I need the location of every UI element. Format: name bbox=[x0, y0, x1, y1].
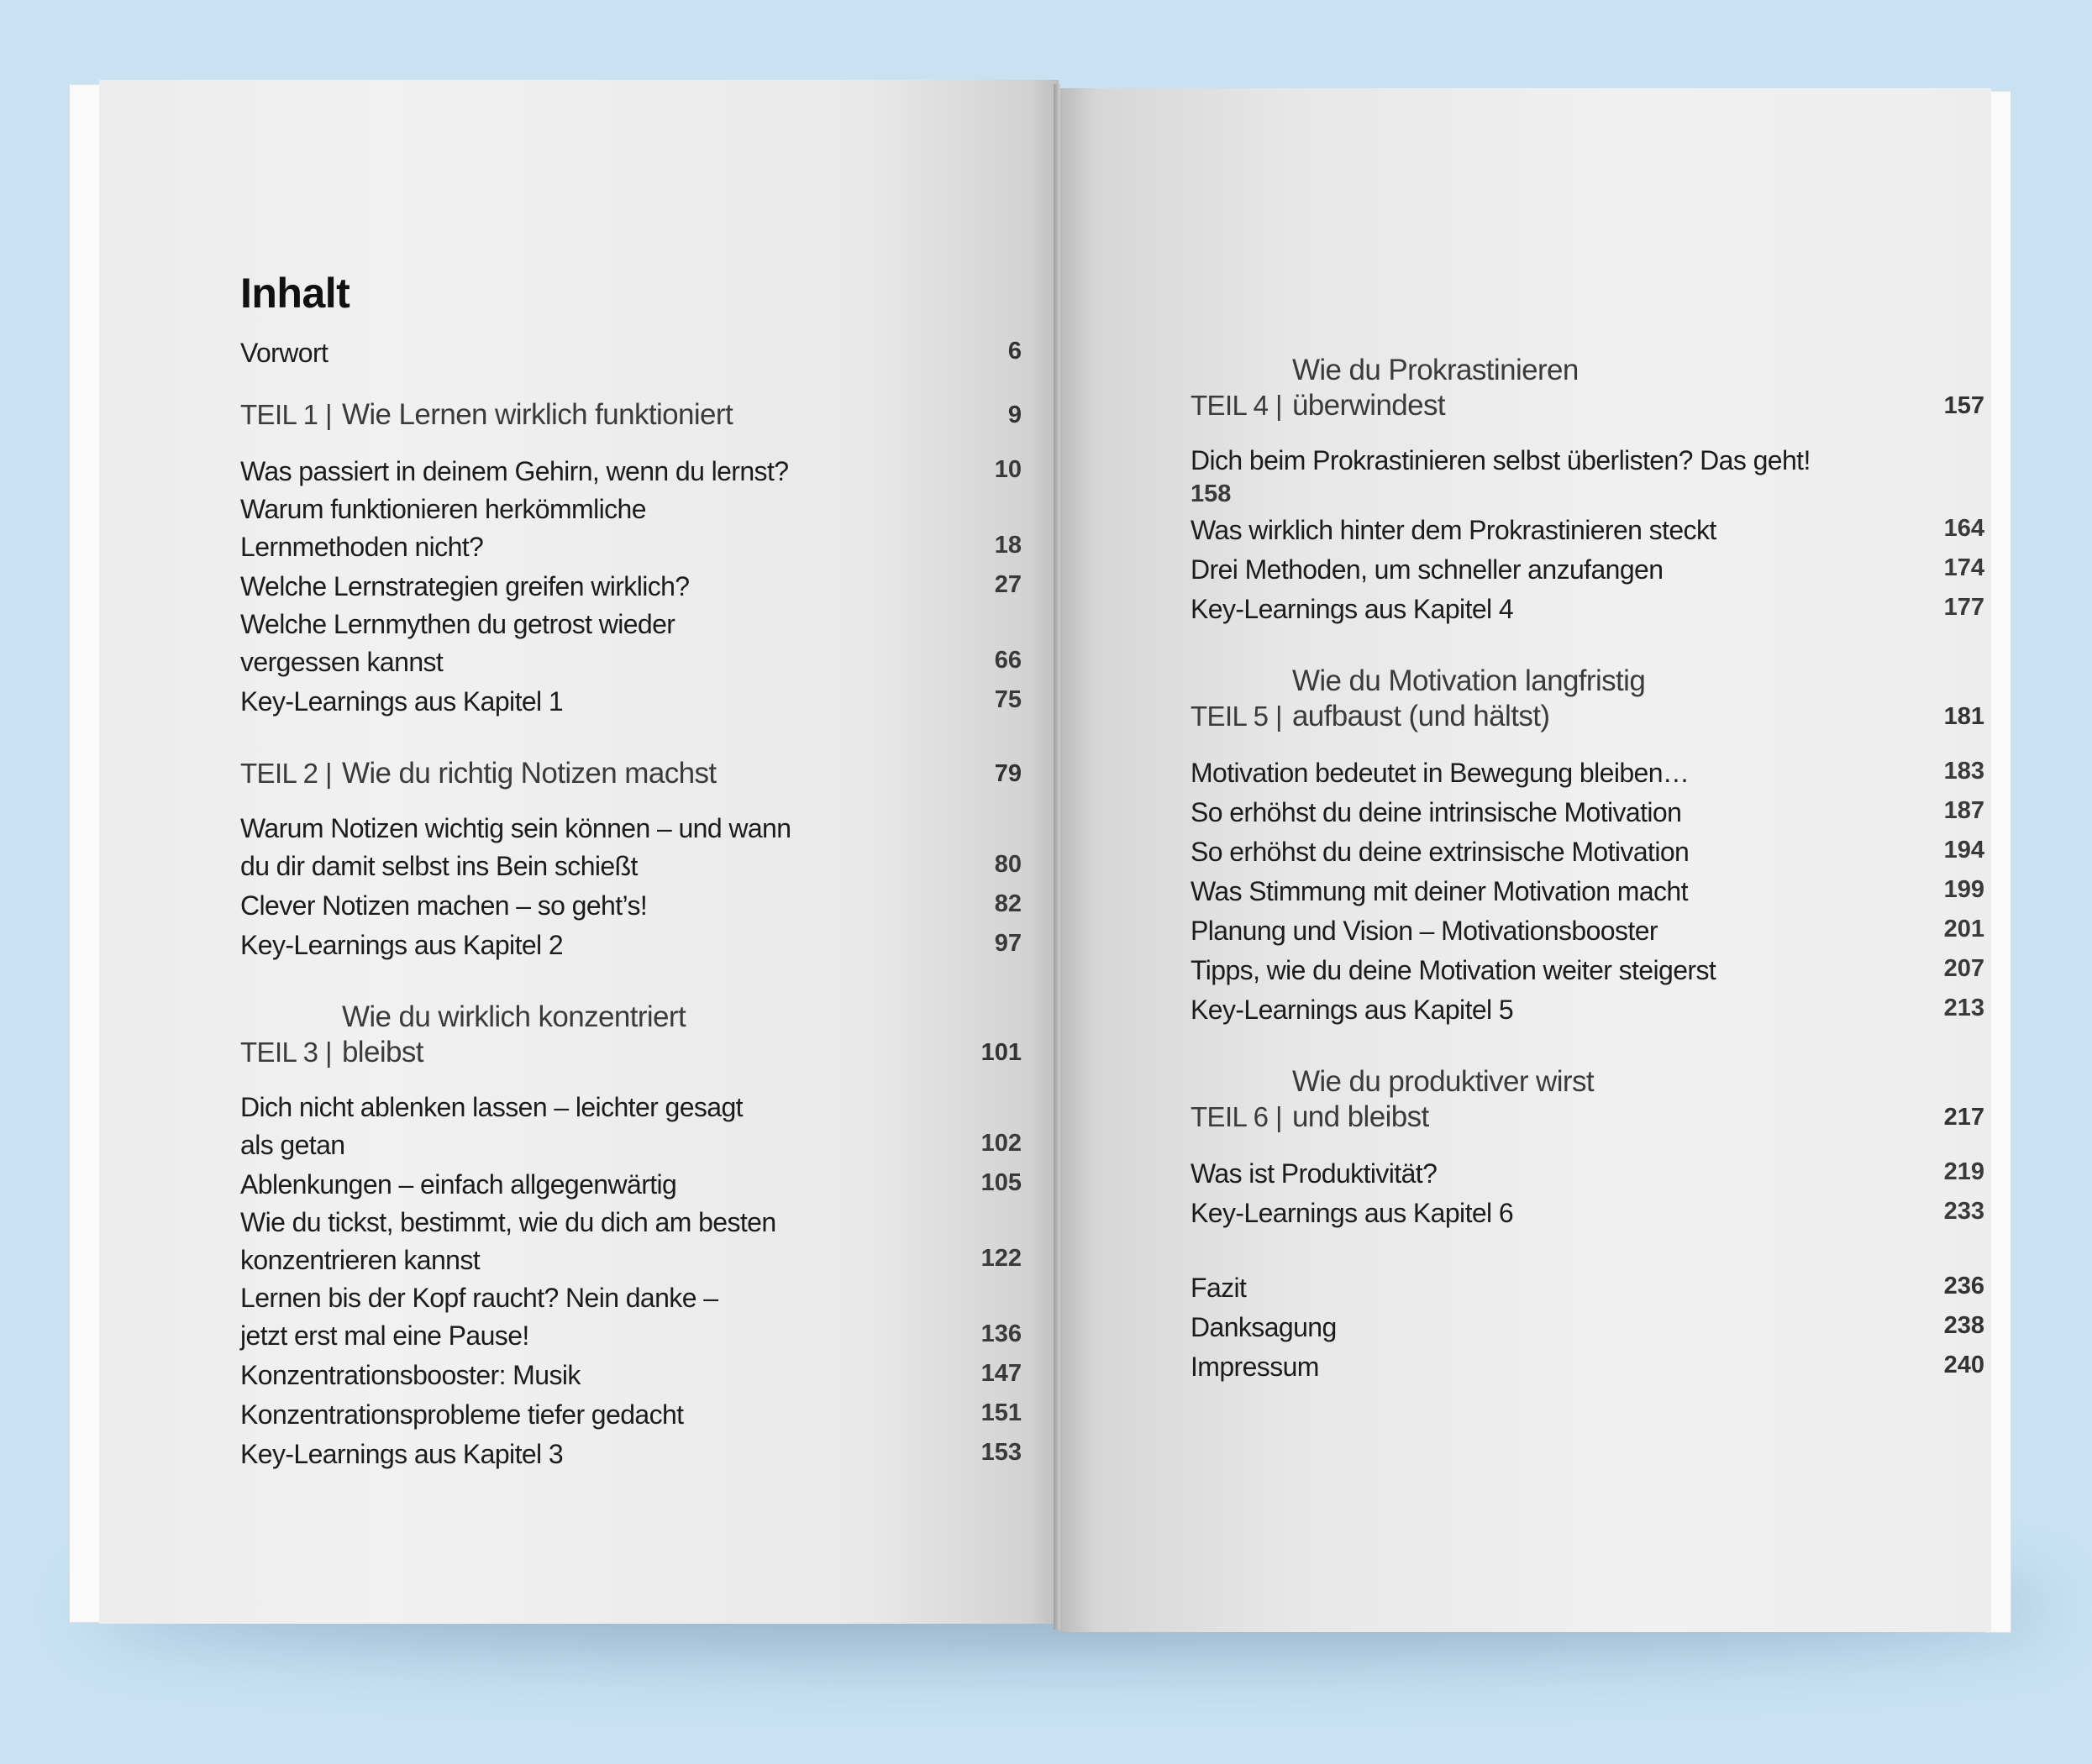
toc-entry bbox=[240, 333, 1022, 372]
toc-entry bbox=[1191, 911, 1984, 950]
part-prefix: TEIL 6 | bbox=[1191, 1101, 1282, 1132]
toc-left-column bbox=[240, 269, 1022, 1509]
entry-title: Dich nicht ablenken lassen – leichter gesagt als getan bbox=[240, 1092, 743, 1160]
book-gutter bbox=[1054, 84, 1060, 1630]
toc-entry bbox=[1191, 753, 1984, 792]
entry-page-number: 75 bbox=[994, 686, 1022, 713]
entry-title: So erhöhst du deine extrinsische Motivation bbox=[1191, 837, 1690, 867]
part-prefix: TEIL 1 | bbox=[240, 399, 332, 430]
entry-page-number: 122 bbox=[980, 1245, 1022, 1272]
entry-title: Konzentrationsprobleme tiefer gedacht bbox=[240, 1399, 684, 1430]
part-page-number: 157 bbox=[1943, 392, 1984, 419]
entry-page-number: 10 bbox=[994, 456, 1022, 483]
entry-title: Welche Lernmythen du getrost wieder vergessen kannst bbox=[240, 609, 675, 677]
entry-page-number: 158 bbox=[1191, 480, 1232, 507]
entry-page-number: 183 bbox=[1943, 758, 1984, 785]
toc-entry bbox=[240, 1394, 1022, 1434]
toc-entry bbox=[1191, 832, 1984, 871]
toc-entry bbox=[1191, 510, 1984, 549]
toc-entry bbox=[240, 606, 1022, 681]
entry-page-number: 238 bbox=[1943, 1312, 1984, 1339]
toc-entry bbox=[240, 1164, 1022, 1204]
entry-title: Fazit bbox=[1191, 1273, 1247, 1303]
toc-section bbox=[1191, 353, 1984, 628]
part-prefix: TEIL 4 | bbox=[1191, 390, 1282, 421]
toc-section bbox=[1191, 1064, 1984, 1232]
toc-entry bbox=[1191, 1193, 1984, 1232]
entry-page-number: 80 bbox=[994, 851, 1022, 878]
part-prefix: TEIL 3 | bbox=[240, 1037, 332, 1068]
toc-entry bbox=[1191, 871, 1984, 911]
entry-title: Welche Lernstrategien greifen wirklich? bbox=[240, 571, 690, 601]
toc-entry bbox=[1191, 1347, 1984, 1386]
part-prefix: TEIL 2 | bbox=[240, 758, 332, 789]
part-heading bbox=[240, 1000, 1022, 1070]
entry-page-number: 201 bbox=[1943, 916, 1984, 942]
toc-section bbox=[240, 1000, 1022, 1473]
entry-title: Key-Learnings aus Kapitel 2 bbox=[240, 930, 564, 960]
part-title: Wie du richtig Notizen machst bbox=[341, 757, 717, 790]
part-page-number: 79 bbox=[994, 760, 1022, 787]
part-page-number: 181 bbox=[1943, 703, 1984, 730]
entry-title: Key-Learnings aus Kapitel 3 bbox=[240, 1439, 564, 1469]
toc-section bbox=[1191, 1268, 1984, 1386]
entry-title: Tipps, wie du deine Motivation weiter steigerst bbox=[1191, 955, 1716, 985]
toc-entry bbox=[240, 451, 1022, 491]
toc-entry bbox=[240, 810, 1022, 885]
entry-page-number: 136 bbox=[980, 1320, 1022, 1347]
entry-page-number: 105 bbox=[980, 1169, 1022, 1196]
entry-title: Impressum bbox=[1191, 1352, 1319, 1382]
toc-title: Inhalt bbox=[240, 270, 350, 317]
entry-page-number: 199 bbox=[1943, 876, 1984, 903]
toc-entry bbox=[240, 1089, 1022, 1164]
entry-page-number: 97 bbox=[994, 930, 1022, 957]
toc-entry bbox=[1191, 442, 1984, 510]
part-title: Wie du produktiver wirst und bleibst bbox=[1291, 1065, 1594, 1133]
toc-entry bbox=[1191, 990, 1984, 1029]
toc-right-column bbox=[1191, 353, 1984, 1411]
part-title: Wie du Prokrastinieren überwindest bbox=[1291, 354, 1579, 422]
part-heading bbox=[1191, 1064, 1984, 1135]
toc-entry bbox=[1191, 1153, 1984, 1193]
part-heading bbox=[1191, 664, 1984, 734]
part-heading bbox=[1191, 353, 1984, 423]
entry-title: Was Stimmung mit deiner Motivation macht bbox=[1191, 876, 1688, 906]
entry-page-number: 194 bbox=[1943, 837, 1984, 864]
entry-page-number: 207 bbox=[1943, 955, 1984, 982]
entry-title: Was ist Produktivität? bbox=[1191, 1158, 1438, 1189]
part-heading bbox=[240, 756, 1022, 791]
toc-section bbox=[240, 756, 1022, 964]
toc-entry bbox=[1191, 1268, 1984, 1307]
toc-entry bbox=[240, 925, 1022, 964]
entry-page-number: 18 bbox=[994, 532, 1022, 559]
toc-entry bbox=[240, 1204, 1022, 1279]
toc-section bbox=[1191, 664, 1984, 1029]
entry-page-number: 177 bbox=[1943, 594, 1984, 621]
part-page-number: 217 bbox=[1943, 1104, 1984, 1131]
entry-title: Key-Learnings aus Kapitel 5 bbox=[1191, 995, 1514, 1025]
entry-title: Vorwort bbox=[240, 338, 329, 368]
entry-page-number: 82 bbox=[994, 890, 1022, 917]
right-page bbox=[1059, 88, 1991, 1632]
entry-title: Key-Learnings aus Kapitel 4 bbox=[1191, 594, 1514, 624]
entry-page-number: 66 bbox=[994, 647, 1022, 674]
entry-page-number: 102 bbox=[980, 1130, 1022, 1157]
entry-title: Planung und Vision – Motivationsbooster bbox=[1191, 916, 1658, 946]
part-title: Wie du Motivation langfristig aufbaust (und hältst) bbox=[1291, 664, 1646, 732]
entry-title: Clever Notizen machen – so geht’s! bbox=[240, 890, 648, 921]
entry-title: Drei Methoden, um schneller anzufangen bbox=[1191, 554, 1664, 585]
entry-title: Was passiert in deinem Gehirn, wenn du lernst? bbox=[240, 456, 789, 486]
entry-title: Key-Learnings aus Kapitel 1 bbox=[240, 686, 564, 717]
entry-title: Key-Learnings aus Kapitel 6 bbox=[1191, 1198, 1514, 1228]
entry-title: Dich beim Prokrastinieren selbst überlisten? Das geht! bbox=[1191, 445, 1811, 475]
toc-entry bbox=[1191, 549, 1984, 589]
entry-title: Wie du tickst, bestimmt, wie du dich am besten konzentrieren kannst bbox=[240, 1207, 776, 1275]
entry-page-number: 236 bbox=[1943, 1273, 1984, 1299]
entry-page-number: 219 bbox=[1943, 1158, 1984, 1185]
entry-title: So erhöhst du deine intrinsische Motivation bbox=[1191, 797, 1682, 827]
toc-section bbox=[240, 333, 1022, 372]
part-title: Wie Lernen wirklich funktioniert bbox=[341, 398, 733, 431]
entry-title: Warum Notizen wichtig sein können – und wann du dir damit selbst ins Bein schießt bbox=[240, 813, 791, 881]
toc-entry bbox=[1191, 1307, 1984, 1347]
toc-entry bbox=[240, 491, 1022, 566]
toc-entry bbox=[240, 681, 1022, 721]
part-page-number: 9 bbox=[1007, 402, 1022, 428]
part-title: Wie du wirklich konzentriert bleibst bbox=[341, 1000, 686, 1068]
toc-entry bbox=[240, 566, 1022, 606]
toc-entry bbox=[240, 1434, 1022, 1473]
toc-entry bbox=[1191, 589, 1984, 628]
entry-page-number: 151 bbox=[980, 1399, 1022, 1426]
entry-title: Motivation bedeutet in Bewegung bleiben… bbox=[1191, 758, 1690, 788]
entry-page-number: 187 bbox=[1943, 797, 1984, 824]
part-page-number: 101 bbox=[980, 1039, 1022, 1066]
entry-page-number: 153 bbox=[980, 1439, 1022, 1466]
toc-section bbox=[240, 397, 1022, 721]
entry-page-number: 6 bbox=[1007, 338, 1022, 365]
entry-page-number: 213 bbox=[1943, 995, 1984, 1021]
left-page bbox=[99, 80, 1059, 1624]
entry-page-number: 164 bbox=[1943, 515, 1984, 542]
entry-title: Danksagung bbox=[1191, 1312, 1337, 1342]
entry-page-number: 147 bbox=[980, 1360, 1022, 1387]
toc-entry bbox=[1191, 950, 1984, 990]
entry-title: Warum funktionieren herkömmliche Lernmethoden nicht? bbox=[240, 494, 646, 562]
toc-entry bbox=[240, 885, 1022, 925]
entry-title: Was wirklich hinter dem Prokrastinieren steckt bbox=[1191, 515, 1716, 545]
entry-title: Konzentrationsbooster: Musik bbox=[240, 1360, 581, 1390]
entry-title: Lernen bis der Kopf raucht? Nein danke – jetzt erst mal eine Pause! bbox=[240, 1283, 718, 1351]
entry-page-number: 174 bbox=[1943, 554, 1984, 581]
toc-entry bbox=[240, 1279, 1022, 1355]
entry-page-number: 240 bbox=[1943, 1352, 1984, 1378]
entry-page-number: 27 bbox=[994, 571, 1022, 598]
toc-entry bbox=[1191, 792, 1984, 832]
part-prefix: TEIL 5 | bbox=[1191, 701, 1282, 732]
entry-title: Ablenkungen – einfach allgegenwärtig bbox=[240, 1169, 677, 1200]
toc-entry bbox=[240, 1355, 1022, 1394]
entry-page-number: 233 bbox=[1943, 1198, 1984, 1225]
part-heading bbox=[240, 397, 1022, 433]
